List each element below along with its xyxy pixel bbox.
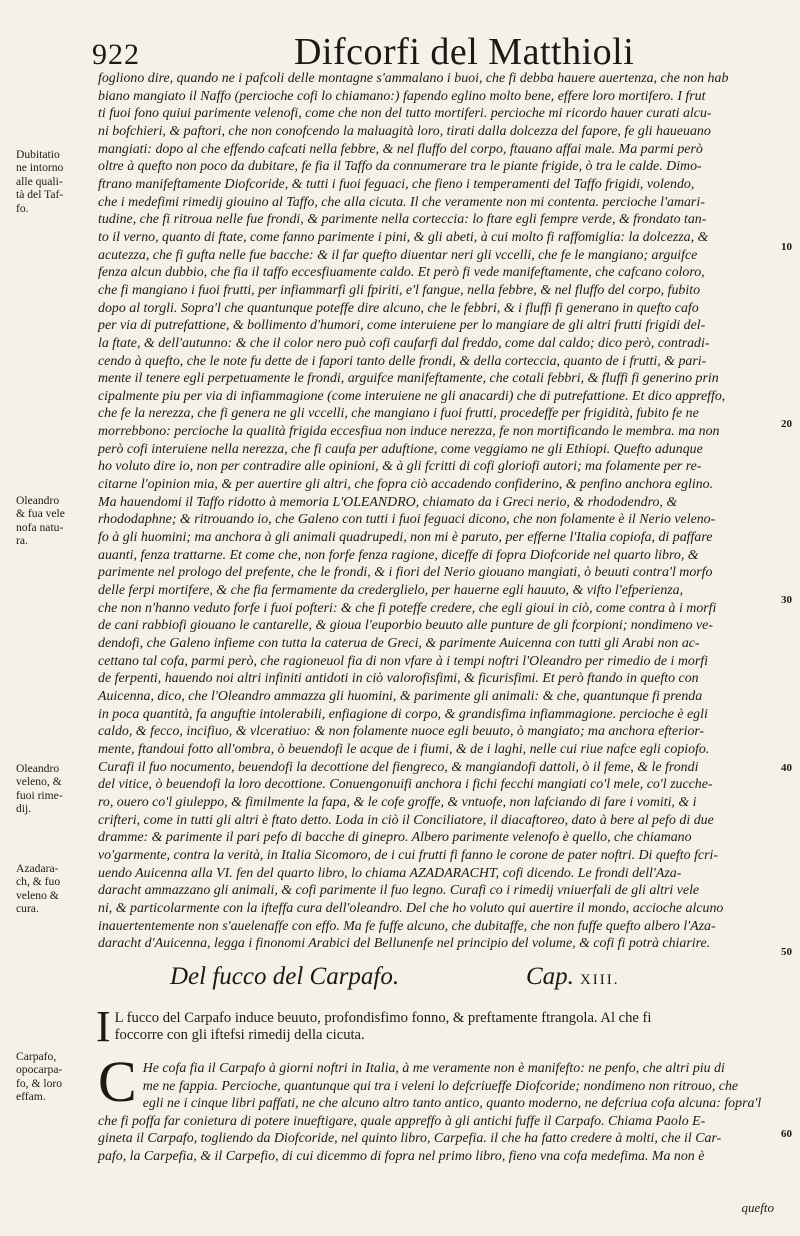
gloss-line: nofa natu- [16,520,64,534]
margin-gloss-carpafo [16,1050,96,1104]
margin-gloss-oleandro-rimedij [16,762,96,816]
line-number-30: 30 [781,594,792,606]
text-line: del vitice, ò beuendofi la loro decottione. Conuengonuifi anchora i fichi fecchi mangiati co'l mele, co'l zucche- [98,777,713,793]
text-line: daracht d'Auicenna, legga i finonomi Arabici del Bellunenfe nel principio del volume, & cofi fi potrà chiarire. [98,936,711,952]
text-line: ro, ouero co'l giuleppo, & fimilmente la fapa, & le cofe groffe, & vntuofe, non lafciando di fare i vomiti, & i [98,794,697,810]
chapter-heading [170,963,730,999]
text-line: auanti, fenza trattarne. Et come che, non forfe fenza ragione, diceffe di fopra Diofcoride nel quarto libro, & [98,547,699,563]
text-line: che fi poffa far conietura di potere inueftigare, quale appreffo à gli antichi fuffe il Carpafo. Chiama Paolo E- [98,1113,706,1129]
text-line: de cani rabbiofi giouano le cantarelle, & gioua l'euporbio beuuto alle punture de gli fcorpioni; nondimeno ve- [98,618,713,634]
chapter-title: Del fucco del Carpafo. [170,963,400,990]
text-line: Auicenna, dico, che l'Oleandro ammazza gli huomini, & parimente gli animali: & che, quantunque fi prenda [98,688,703,704]
line-number-50: 50 [781,946,792,958]
text-line: L fucco del Carpafo induce beuuto, profondisfimo fonno, & preftamente ftrangola. Al che fi [114,1010,652,1026]
text-line: che i medefimi rimedij giouino al Taffo, che alla cicuta. Il che veramente non mi contenta. percioche l'amari- [98,194,705,210]
text-line: daracht ammazzano gli animali, & cofi parimente il fuo legno. Curafi co i rimedij vniuerfali de gli altri vele [98,883,700,899]
gloss-line: Oleandro [16,762,60,775]
text-line: fo à gli huomini; ma anchora à gli animali quadrupedi, non mi è paruto, per efferne l'Italia copiofa, di paffare [98,530,713,546]
gloss-line: & fua vele [16,507,65,521]
gloss-line: dij. [16,802,32,816]
gloss-line: fo. [16,201,29,215]
text-line: cendo à quefto, che le note fu dette de i fapori tanto delle frondi, & della corteccia, quanto de i frutti, & pari- [98,353,707,369]
text-line: la ftate, & dell'autunno: & che il color nero può cofi caufarfi dal freddo, come dal caldo; dico però, contradi- [98,335,710,351]
text-line: gineta il Carpafo, togliendo da Diofcoride, nel quinto libro, Carpefia. il che ha fatto credere à molti, che il Car- [98,1131,722,1147]
text-line: pafo, la Carpefia, & il Carpefio, di cui dicemmo di fopra nel primo libro, fieno vna cofa medefima. Ma non è [98,1148,705,1164]
text-line: dramme: & parimente il pari pefo di bacche di ginepro. Albero parimente velenofo è quello, che chiamano [98,830,692,846]
line-number-20: 20 [781,418,792,430]
margin-gloss-azadarach [16,862,96,916]
gloss-line: ra. [16,534,28,548]
gloss-line: Carpafo, [16,1050,57,1063]
line-number-40: 40 [781,762,792,774]
gloss-line: veleno & [16,888,59,902]
text-line: inauertentemente non s'auelenaffe con effo. Ma fe fuffe alcuno, che dubitaffe, che non fuffe quefto albero l'Aza- [98,918,716,934]
text-line: ni bofchieri, & paftori, che non conofcendo la maluagità loro, tirati dalla dolcezza del fapore, fe gli haueuano [98,123,711,139]
chapter-number [526,963,620,991]
text-line: biano mangiato il Naffo (percioche cofi lo chiamano:) fapendo eglino molto bene, effere loro mortifero. I frut [98,88,706,104]
gloss-line: veleno, & [16,775,62,789]
chapter-cap-label: Cap. [526,963,574,990]
gloss-line: tà del Taf- [16,188,64,202]
text-line: vo'garmente, contra la verità, in Italia Sicomoro, de i cui frutti fi fanno le corone de pater noftri. Di quefto fcri- [98,847,718,863]
gloss-line: Azadara- [16,862,59,875]
page-number: 922 [92,38,140,71]
text-line: tudine, che fi ritroua nelle fue frondi, & parimente nella corteccia: lo ftare egli fempre verde, & frondato tan- [98,212,707,228]
text-line: oltre à quefto non poco da dubitare, fe fia il Taffo da connumerare tra le piante frigide, ò tra le calde. Dimo- [98,159,702,175]
text-line: Curafi il fuo nocumento, beuendofi la decottione del fiengreco, & mangiandofi dattoli, ò il feme, & le frondi [98,759,699,775]
drop-cap-c: C [98,1049,137,1114]
gloss-line: Dubitatio [16,148,60,161]
main-body-text [98,70,766,953]
text-line: che fe la nerezza, che fi genera ne gli vccelli, che mangiano i fuoi frutti, procedeffe per frigidità, fubito fe ne [98,406,699,422]
line-number-60: 60 [781,1128,792,1140]
text-line: to il verno, quanto di ftate, come fanno parimente i pini, & gli abeti, à cui molto fi raffomiglia: la dolcezza, & [98,229,709,245]
margin-gloss-oleandro [16,494,96,548]
gloss-line: effam. [16,1090,46,1104]
gloss-line: cura. [16,902,39,916]
text-line: che fi mangiano i fuoi frutti, per infiammarfi gli fpiriti, e'l fangue, nella febbre, & nel fluffo del corpo, fubito [98,282,701,298]
text-line: cipalmente piu per via di infiammagione (come interuiene ne gli anacardi) che di putrefattione. Et dico appreffo, [98,388,726,404]
text-line: fenza alcun dubbio, che fia il taffo eccesfiuamente caldo. Et però fi vede manifeftamente, che cafcano coloro, [98,265,705,281]
text-line: de ferpenti, hauendo noi altri infiniti antidoti in ciò valorofisfimi, & ficurisfimi. Et però ftando in quefto con [98,671,699,687]
margin-gloss-taffo [16,148,96,215]
gloss-line: ne intorno [16,161,64,175]
text-line: rhododaphne; & ritrouando io, che Galeno con tutti i fuoi feguaci dicono, che non folamente è il Nerio veleno- [98,512,716,528]
text-line: fogliono dire, quando ne i pafcoli delle montagne s'ammalano i buoi, che fi debba hauere auertenza, che non hab [98,71,729,86]
text-line: cettano tal cofa, parmi però, che ragioneuol fia di non vfare à i tempi noftri l'Oleandro per rimedio de i morfi [98,653,708,669]
chapter-roman-numeral: XIII. [579,972,620,988]
text-line: citarne l'opinion mia, & per auertire gli altri, che fopra ciò accadendo confiderino, & penfino anchora eglino. [98,477,714,493]
text-line: delle ferpi mortifere, & che fia fermamente da crederglielo, per hauerne egli hauuto, & vifto l'efperienza, [98,583,684,599]
chapter-commentary-paragraph [98,1049,766,1166]
text-line: Ma hauendomi il Taffo ridotto à memoria L'OLEANDRO, chiamato da i Greci nerio, & rhododendro, & [98,494,678,510]
text-line: me ne fappia. Percioche, quantunque qui tra i veleni lo defcriueffe Diofcoride; nondimeno non ritrouo, che [142,1078,739,1094]
running-head: Difcorfi del Matthioli [294,31,635,73]
gloss-line: fo, & loro [16,1076,63,1090]
text-line: che non n'hanno veduto forfe i fuoi pofteri: & che fi poteffe credere, che egli gioui in ciò, come contra à i morfi [98,600,717,616]
text-line: mangiati: dopo al che effendo cafcati nella febbre, & nel fluffo del corpo, ftauano affai male. Ma parmi però [98,141,703,157]
gloss-line: opocarpa- [16,1063,63,1077]
text-line: dendofi, che Galeno infieme con tutta la caterua de Greci, & parimente Auicenna con tutti gli Arabi non ac- [98,636,700,651]
text-line: in poca quantità, fa anguftie intolerabili, enfiagione di corpo, & grandisfima infiammagione. percioche è egli [98,706,708,722]
text-line: parimente nel prologo del prefente, che le frondi, & i fiori del Nerio giouano mangiati, ò beuuti contra'l morfo [98,565,713,581]
drop-cap-i: I [96,1002,111,1051]
text-line: per via di putrefattione, & bollimento d'humori, come interuiene per lo mangiare de gli altri frutti frigidi del- [98,318,706,334]
text-line: ftrano manifeftamente Diofcoride, & tutti i fuoi feguaci, che fieno i temperamenti del Taffo frigidi, volendo, [98,176,695,192]
text-line: ni, & particolarmente con la ifteffa cura dell'oleandro. Del che ho voluto qui auertire il mondo, accioche alcuno [98,900,724,916]
text-line: foccorre con gli iftefsi rimedij della cicuta. [114,1027,365,1043]
gloss-line: ch, & fuo [16,875,61,889]
text-line: morrebbono: percioche la qualità frigida eccesfiua non induce nerezza, fe non mortificando le membra. ma non [98,424,720,440]
text-line: He cofa fia il Carpafo à giorni noftri in Italia, à me veramente non è manifefto: ne penfo, che altri piu di [142,1061,725,1076]
text-line: mente, ftandoui fotto all'ombra, ò beuendofi le acque de i fiumi, & de i laghi, nelle cui riue nafce egli copiofo. [98,741,710,757]
text-line: acutezza, che fi gufta nelle fue bacche: & il far quefto diuentar neri gli vccelli, che fe le mangiano; arguifce [98,247,698,263]
chapter-summary-paragraph [96,1002,734,1051]
text-line: crifteri, come in tutti gli altri è ftato detto. Loda in ciò il Conciliatore, il diacaftoreo, dato à bere al pefo di due [98,812,714,828]
gloss-line: alle quali- [16,174,63,188]
text-line: mente il tenere egli perpetuamente le frondi, arguifce manifeftamente, che cotali febbri, & fluffi fi generino prin [98,371,719,387]
gloss-line: Oleandro [16,494,60,507]
text-line: caldo, & fecco, incifiuo, & vlceratiuo: & non folamente nuoce egli beuuto, ò mangiato; ma anchora efterior- [98,724,705,740]
text-line: dopo al torgli. Sopra'l che quantunque poteffe dire alcuno, che le febbri, & i fluffi fi generano in quefto cafo [98,300,699,316]
text-line: egli ne i cinque libri paffati, ne che alcuno altro tanto antico, quanto moderno, ne defcriua cofa alcuna: fopra'l [142,1096,762,1112]
text-line: però cofi interuiene nella nerezza, che fi caufa per aduftione, come veggiamo ne gli Ethiopi. Quefto adunque [98,441,703,457]
gloss-line: fuoi rime- [16,788,63,802]
catchword: quefto [741,1200,774,1215]
text-line: ti fuoi fono quiui parimente velenofi, come che non del tutto mortiferi. percioche mi ricordo hauer curati alcu- [98,106,712,122]
text-line: ho voluto dire io, non per contradire alle opinioni, & à gli fcritti di cofi gloriofi autori; ma folamente per re- [98,459,702,475]
text-line: uendo Auicenna alla VI. fen del quarto libro, lo chiama AZADARACHT, cofi dicendo. Le frondi dell'Aza- [98,865,682,881]
line-number-10: 10 [781,241,792,253]
